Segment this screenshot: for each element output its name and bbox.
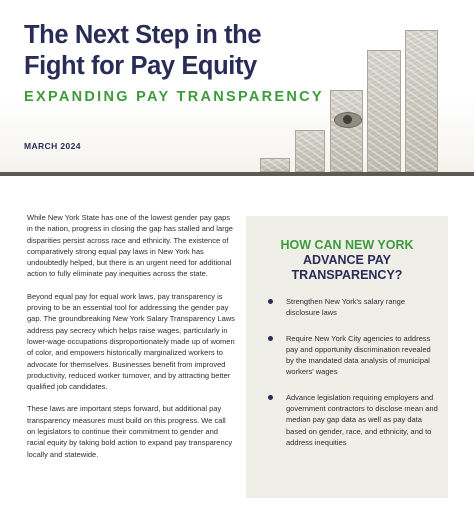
body-paragraph-2: Beyond equal pay for equal work laws, pay transparency is proving to be an essential tool for addressing the gender pay gap. The groundbreaking New York Salary Transparency Laws address pay secrecy which helps raise wages, particularly in lower-wage occupations disproportionately made up of women of color, and empowers historically marginalized workers to advocate for themselves. Businesses benefit from improved productivity, reduced worker turnover, and by attracting better qualified job candidates. xyxy=(27,291,235,392)
banknote-eye-icon xyxy=(334,112,362,128)
money-bar-graphic xyxy=(0,0,474,172)
sidebar-title-line-2: ADVANCE PAY xyxy=(303,253,391,267)
list-item xyxy=(268,296,438,319)
list-item xyxy=(268,392,438,448)
main-body-text xyxy=(27,212,235,471)
bullet-icon xyxy=(268,299,273,304)
list-item-text: Strengthen New York's salary range disclosure laws xyxy=(286,297,406,318)
list-item xyxy=(268,333,438,378)
body-paragraph-3: These laws are important steps forward, but additional pay transparency measures must build on this progress. We call on legislators to continue their commitment to gender and racial equity by taking bold action to expand pay transparency locally and statewide. xyxy=(27,404,233,459)
bullet-icon xyxy=(268,395,273,400)
sidebar-title-line-1: HOW CAN NEW YORK xyxy=(280,238,414,252)
money-bar-5 xyxy=(405,30,438,172)
sidebar-title-line-3: TRANSPARENCY? xyxy=(291,268,403,282)
money-bar-4 xyxy=(367,50,401,172)
recommendations-list xyxy=(268,296,438,462)
money-bar-1 xyxy=(260,158,290,172)
publication-date: MARCH 2024 xyxy=(24,141,81,151)
sidebar-title xyxy=(246,238,448,283)
recommendations-sidebar xyxy=(246,216,448,498)
money-bar-2 xyxy=(295,130,325,172)
header-banner xyxy=(0,0,474,172)
bullet-icon xyxy=(268,336,273,341)
list-item-text: Require New York City agencies to address pay and opportunity discrimination revealed by the mandated data analysis of municipal workers' wages xyxy=(286,333,431,377)
header-divider xyxy=(0,172,474,176)
money-bar-3 xyxy=(330,90,363,172)
title-line-1: The Next Step in the xyxy=(24,21,262,49)
list-item-text: Advance legislation requiring employers and government contractors to disclose mean and median pay gap data as well as pay data based on gender, race, and ethnicity, and to address inequities xyxy=(286,392,438,447)
title-line-2: Fight for Pay Equity xyxy=(24,52,257,80)
body-paragraph-1: While New York State has one of the lowest gender pay gaps in the nation, progress in closing the gap has stalled and large disparities persist across race and ethnicity. The existence of comparatively strong equal pay laws in New York has undoubtedly helped, but there is an urgent need for additional action to fully eliminate pay inequities across the state. xyxy=(27,213,233,279)
page-subtitle: EXPANDING PAY TRANSPARENCY xyxy=(24,89,324,105)
